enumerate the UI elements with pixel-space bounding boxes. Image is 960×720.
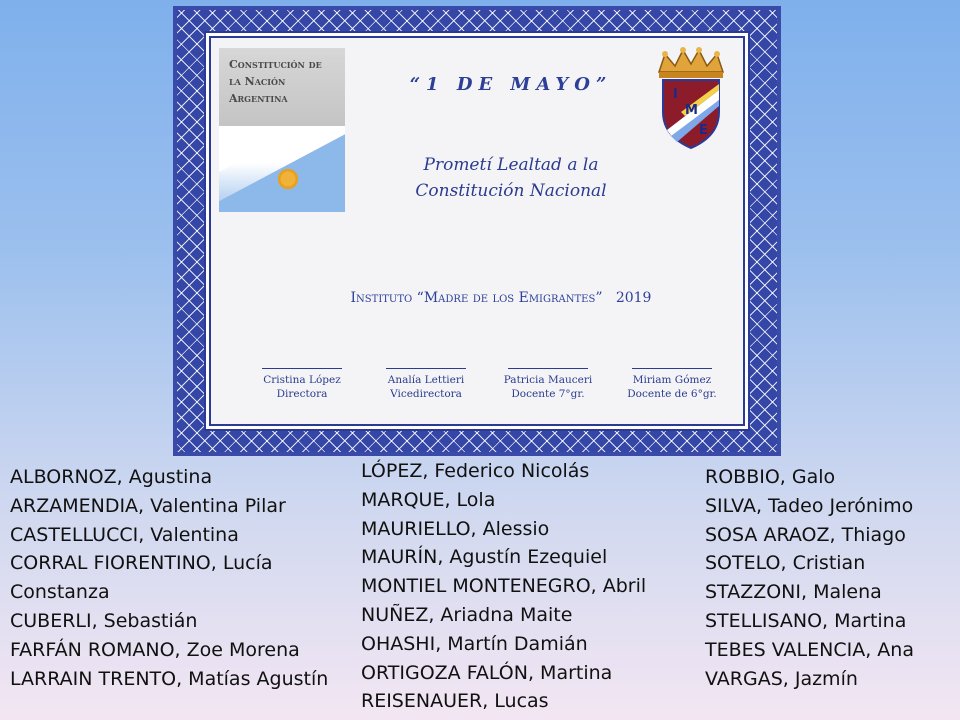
signature-2 — [371, 368, 481, 401]
student-name: ORTIGOZA FALÓN, Martina — [361, 661, 613, 684]
signatory-name: Cristina López — [263, 374, 341, 386]
student-name: SOSA ARAOZ, Thiago — [705, 523, 906, 546]
student-name: CUBERLI, Sebastián — [10, 609, 198, 632]
signatory-role: Directora — [276, 388, 328, 400]
student-name: ROBBIO, Galo — [705, 466, 836, 488]
signatory-name: Miriam Gómez — [632, 374, 712, 386]
student-name: CORRAL FIORENTINO, Lucía — [10, 552, 273, 575]
student-name: MONTIEL MONTENEGRO, Abril — [361, 575, 647, 598]
names-column-1 — [10, 463, 328, 693]
student-name: MAURÍN, Agustín Ezequiel — [361, 546, 608, 569]
signature-block — [247, 368, 747, 412]
student-name: LARRAIN TRENTO, Matías Agustín — [10, 667, 329, 690]
student-name: NUÑEZ, Ariadna Maite — [361, 603, 573, 626]
sun-of-may-icon — [275, 166, 301, 192]
student-name: VARGAS, Jazmín — [705, 667, 858, 690]
signature-line — [632, 368, 712, 369]
student-name: SILVA, Tadeo Jerónimo — [705, 494, 914, 517]
school-crest-icon — [651, 46, 731, 150]
student-name: OHASHI, Martín Damián — [361, 632, 588, 655]
crest-letter-m: M — [685, 103, 698, 118]
promise-line-1: Prometí Lealtad a la — [423, 155, 599, 175]
student-name: FARFÁN ROMANO, Zoe Morena — [10, 638, 300, 661]
student-name: SOTELO, Cristian — [705, 552, 866, 575]
signatory-role: Vicedirectora — [390, 388, 462, 400]
student-name: STELLISANO, Martina — [705, 609, 907, 632]
signature-line — [508, 368, 588, 369]
student-name: ARZAMENDIA, Valentina Pilar — [10, 494, 286, 517]
crest-letter-e: E — [699, 123, 708, 138]
signatory-role: Docente de 6°gr. — [627, 388, 717, 400]
crest-letter-i: I — [673, 87, 678, 102]
argentina-flag-image — [219, 48, 345, 212]
certificate-body — [209, 36, 745, 426]
student-name: REISENAUER, Lucas — [361, 690, 549, 713]
student-name: CASTELLUCCI, Valentina — [10, 523, 239, 546]
signature-4 — [617, 368, 727, 401]
promise-text — [381, 152, 641, 204]
student-name: Constanza — [10, 581, 110, 604]
certificate-heading: “1 DE MAYO” — [409, 74, 613, 95]
student-name: TEBES VALENCIA, Ana — [705, 638, 914, 661]
signature-line — [262, 368, 342, 369]
student-name: ALBORNOZ, Agustina — [10, 466, 213, 488]
signature-1 — [247, 368, 357, 401]
names-column-2 — [361, 457, 646, 716]
student-name: MAURIELLO, Alessio — [361, 517, 550, 540]
student-name: LÓPEZ, Federico Nicolás — [361, 460, 590, 482]
signatory-name: Patricia Mauceri — [503, 374, 593, 386]
flag-title: Constitución de la Nación Argentina — [219, 48, 345, 126]
institute-line: Instituto “Madre de los Emigrantes” 2019 — [350, 290, 652, 306]
signature-3 — [493, 368, 603, 401]
student-name: MARQUE, Lola — [361, 488, 496, 511]
signatory-role: Docente 7°gr. — [511, 388, 585, 400]
student-name: STAZZONI, Malena — [705, 581, 882, 604]
names-column-3 — [705, 463, 914, 693]
promise-line-2: Constitución Nacional — [415, 181, 607, 201]
certificate — [173, 6, 781, 456]
signatory-name: Analía Lettieri — [387, 374, 465, 386]
signature-line — [386, 368, 466, 369]
